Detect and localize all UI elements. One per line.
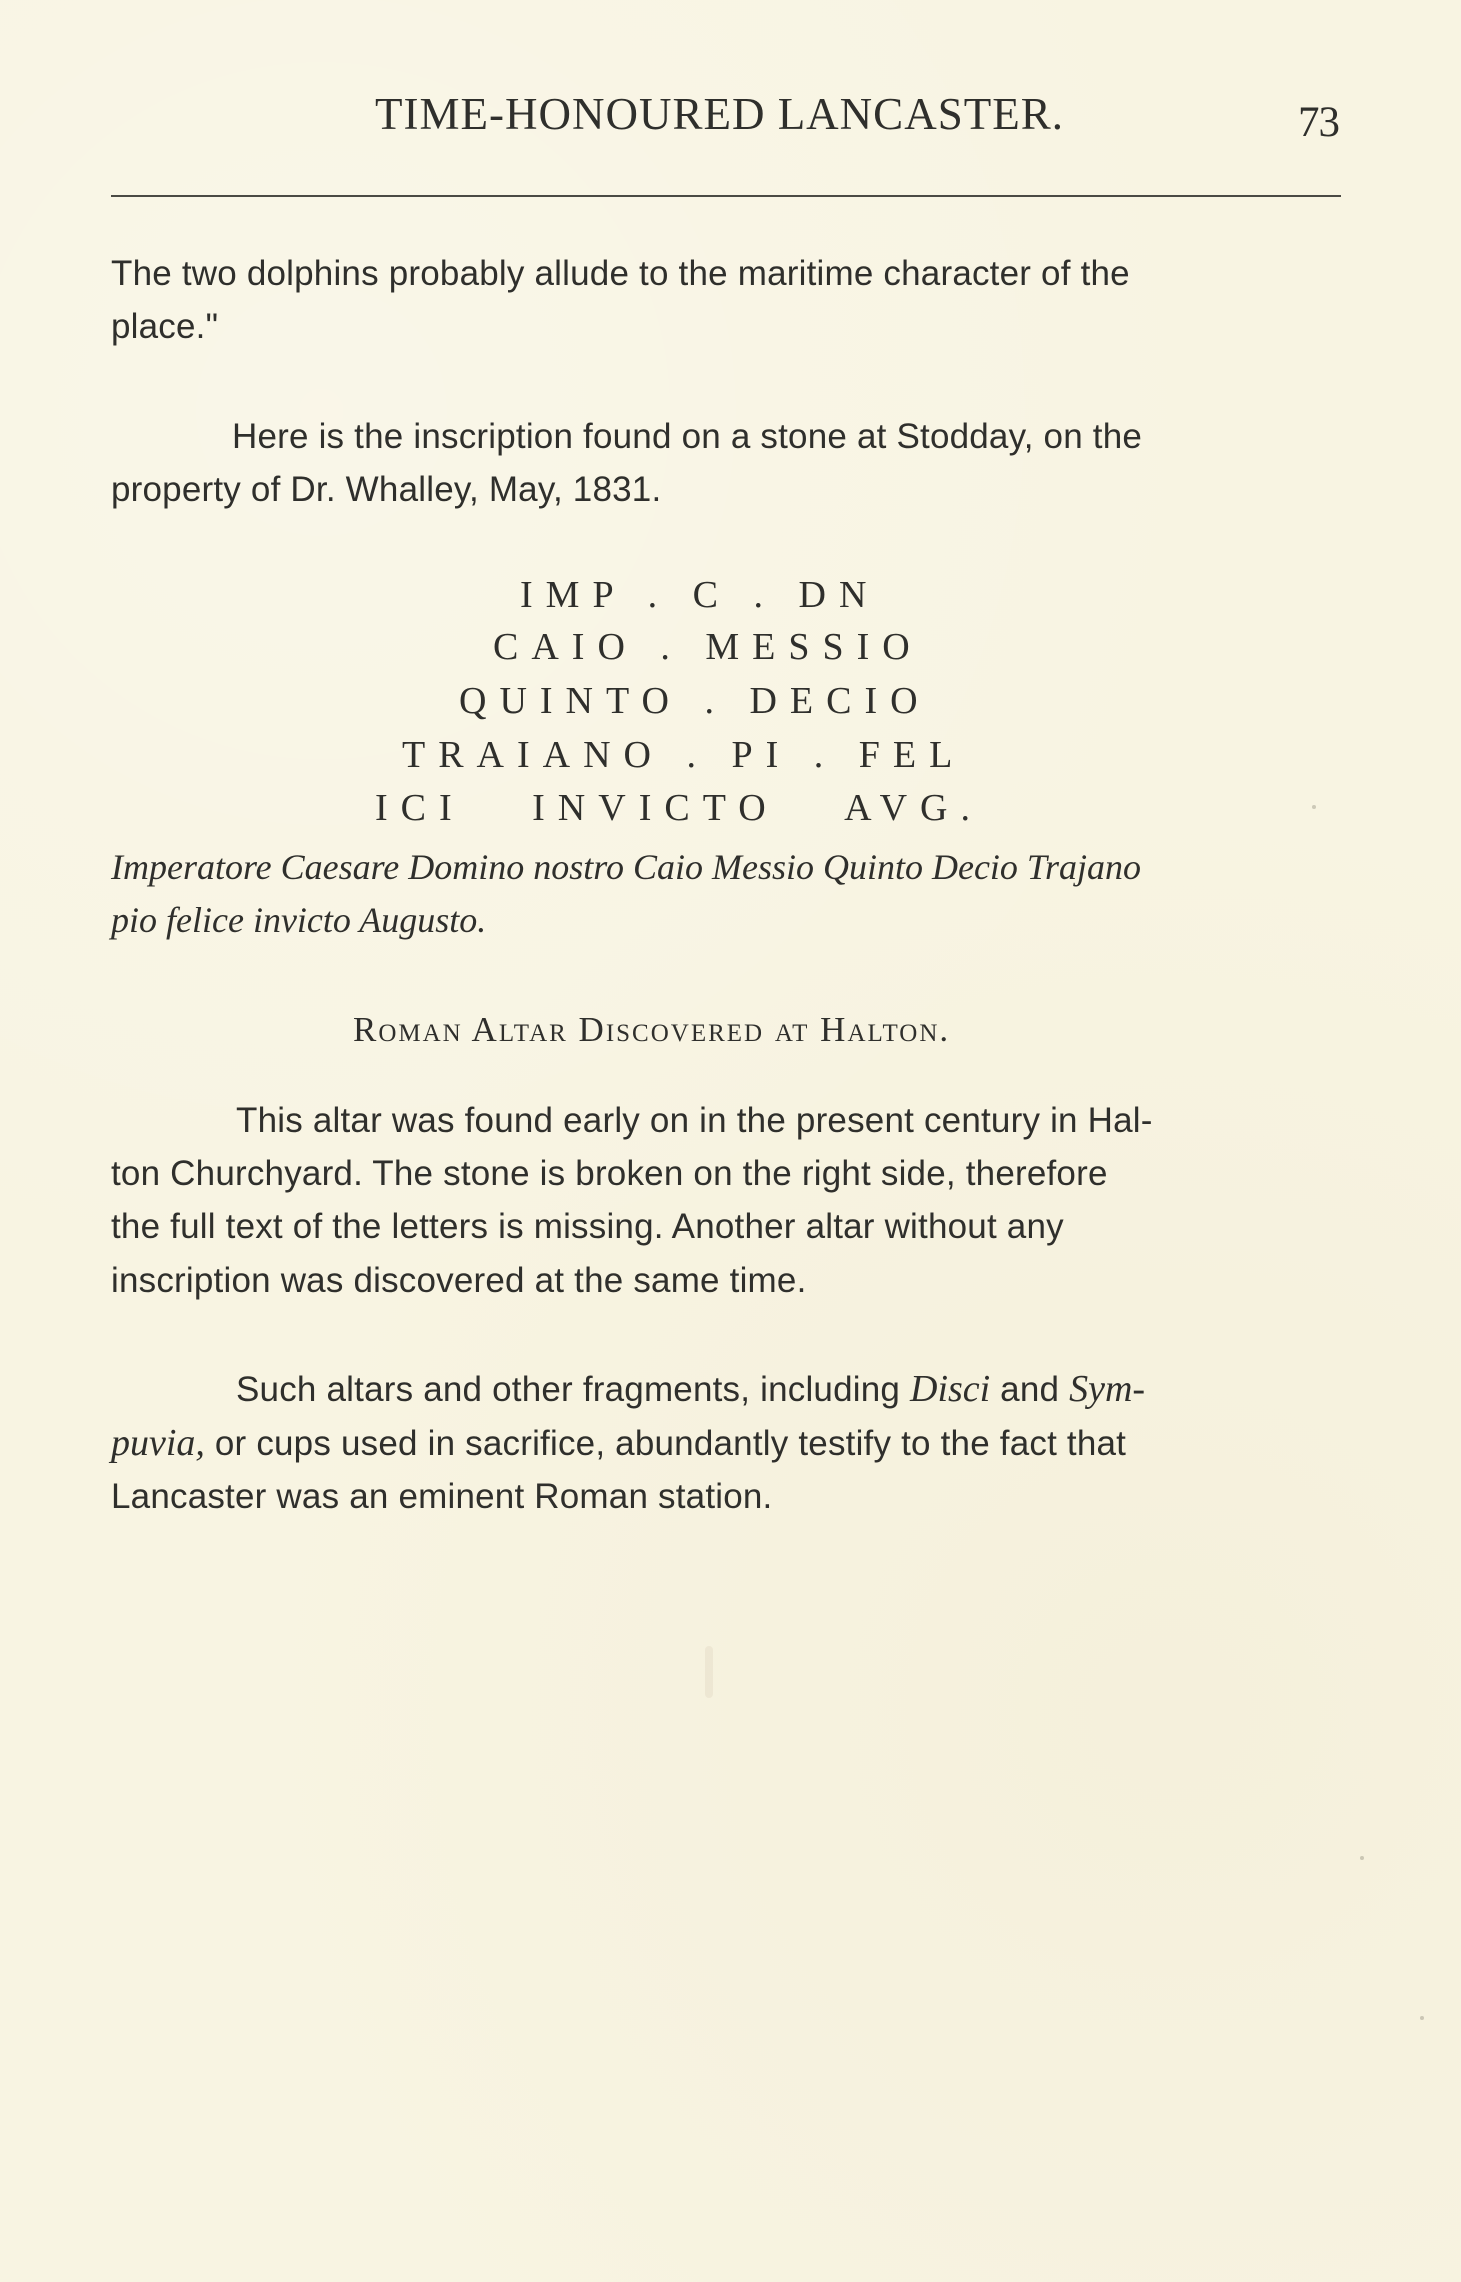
paragraph-fragments-line-2 — [111, 1417, 1126, 1470]
paper-speck — [1420, 2016, 1424, 2020]
paragraph-dolphins-line-2: place." — [111, 307, 219, 346]
sympuvia-term-start: Sym- — [1069, 1368, 1146, 1410]
paragraph-altar-line-4: inscription was discovered at the same time. — [111, 1261, 807, 1300]
paragraph-inscription-intro-line-1: Here is the inscription found on a stone at Stodday, on the — [232, 417, 1143, 456]
fragments-text-and: and — [1000, 1370, 1060, 1409]
disci-term: Disci — [910, 1368, 991, 1410]
paper-speck — [1312, 805, 1316, 809]
running-head: TIME-HONOURED LANCASTER. — [375, 89, 1064, 139]
sympuvia-term-end: puvia, — [111, 1422, 205, 1464]
fragments-text-2: or cups used in sacrifice, abundantly testify to the fact that — [214, 1424, 1127, 1463]
translation-line-2: pio felice invicto Augusto. — [111, 900, 487, 940]
section-heading: Roman Altar Discovered at Halton. — [353, 1010, 951, 1049]
fragments-text-1: Such altars and other fragments, including — [236, 1370, 901, 1409]
paper-speck — [1360, 1856, 1364, 1860]
paragraph-dolphins-line-1: The two dolphins probably allude to the maritime character of the — [111, 254, 1130, 293]
paragraph-inscription-intro-line-2: property of Dr. Whalley, May, 1831. — [111, 470, 662, 509]
paragraph-altar-line-3: the full text of the letters is missing. Another altar without any — [111, 1207, 1064, 1246]
translation-line-1: Imperatore Caesare Domino nostro Caio Messio Quinto Decio Trajano — [111, 847, 1141, 887]
paragraph-altar-line-2: ton Churchyard. The stone is broken on the right side, therefore — [111, 1154, 1108, 1193]
inscription-line-2: CAIO . MESSIO — [493, 626, 923, 668]
inscription-line-5: ICI INVICTO AVG. — [375, 787, 983, 829]
paragraph-fragments-line-1 — [236, 1363, 1145, 1416]
inscription-line-1: IMP . C . DN — [520, 574, 880, 616]
paper-stain — [705, 1646, 713, 1698]
inscription-line-4: TRAIANO . PI . FEL — [402, 734, 966, 776]
page-number: 73 — [1298, 99, 1339, 146]
header-rule — [111, 195, 1341, 197]
inscription-line-3: QUINTO . DECIO — [459, 680, 931, 722]
paragraph-altar-line-1: This altar was found early on in the present century in Hal- — [236, 1101, 1153, 1140]
paragraph-fragments-line-3: Lancaster was an eminent Roman station. — [111, 1477, 773, 1516]
